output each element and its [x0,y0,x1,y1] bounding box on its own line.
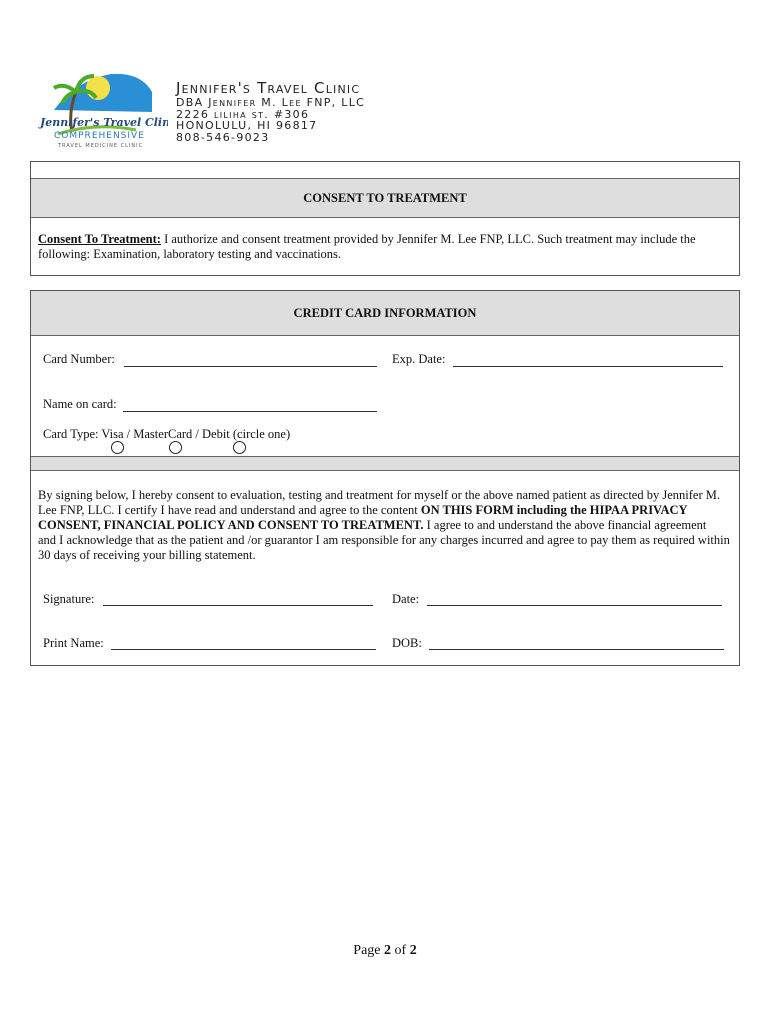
agreement-line3b: I agree to and understand the above financial agreement [423,518,707,532]
credit-card-section [30,290,740,666]
clinic-logo [36,62,168,152]
consent-line2: following: Examination, laboratory testing and vaccinations. [38,247,342,261]
signature-date-field[interactable] [427,605,722,606]
clinic-header [176,80,365,143]
consent-heading: CONSENT TO TREATMENT [31,178,739,218]
name-on-card-field[interactable] [123,411,377,412]
clinic-street: 2226 liliha st. #306 [176,107,310,121]
dob-label: DOB: [392,636,422,650]
name-on-card-label: Name on card: [43,397,117,411]
logo-word: COMPREHENSIVE [54,131,145,141]
consent-line1: I authorize and consent treatment provided by Jennifer M. Lee FNP, LLC. Such treatment may include the [160,232,696,246]
card-number-field[interactable] [124,366,377,367]
agreement-line3a: CONSENT, FINANCIAL POLICY AND CONSENT TO TREATMENT. [38,518,424,532]
clinic-dba: DBA Jennifer M. Lee FNP, LLC [176,96,366,109]
agreement-line4: and I acknowledge that as the patient and /or guarantor I am responsible for any charges incurred and agree to pay them as required within [38,533,730,547]
signature-field[interactable] [103,605,373,606]
agreement-line2a: Lee FNP, LLC. I certify I have read and understand and agree to the content [38,503,421,517]
clinic-name: Jennifer's Travel Clinic [176,79,361,97]
section-divider-bar [31,456,739,471]
debit-option-circle[interactable] [233,441,246,454]
agreement-line2b: ON THIS FORM including the HIPAA PRIVACY [420,503,688,517]
page-total: 2 [409,943,417,958]
mastercard-option-circle[interactable] [169,441,182,454]
consent-label: Consent To Treatment: [38,232,161,246]
dob-field[interactable] [429,649,724,650]
page-of: of [391,943,410,958]
card-number-label: Card Number: [43,352,115,366]
credit-card-heading: CREDIT CARD INFORMATION [31,291,739,336]
page-prefix: Page [353,943,385,958]
logo-tagline: TRAVEL MEDICINE CLINIC [58,143,144,149]
card-type-label: Card Type: Visa / MasterCard / Debit (circle one) [43,427,291,441]
print-name-field[interactable] [111,649,376,650]
consent-text [38,232,733,262]
palm-tree-logo-icon [36,62,168,152]
page-current: 2 [384,943,392,958]
agreement-line1: By signing below, I hereby consent to evaluation, testing and treatment for myself or the above named patient as directed by Jennifer M. [38,488,720,502]
signature-label: Signature: [43,592,95,606]
exp-date-field[interactable] [453,366,723,367]
consent-section [30,161,740,276]
logo-script: Jennifer's Travel Clinic [40,116,168,129]
agreement-line5: 30 days of receiving your billing statement. [38,548,256,562]
clinic-city: HONOLULU, HI 96817 [176,119,318,132]
clinic-phone: 808-546-9023 [176,130,270,144]
agreement-text [38,488,738,563]
signature-date-label: Date: [392,592,420,606]
visa-option-circle[interactable] [111,441,124,454]
exp-date-label: Exp. Date: [392,352,446,366]
print-name-label: Print Name: [43,636,104,650]
page-number [0,943,770,959]
